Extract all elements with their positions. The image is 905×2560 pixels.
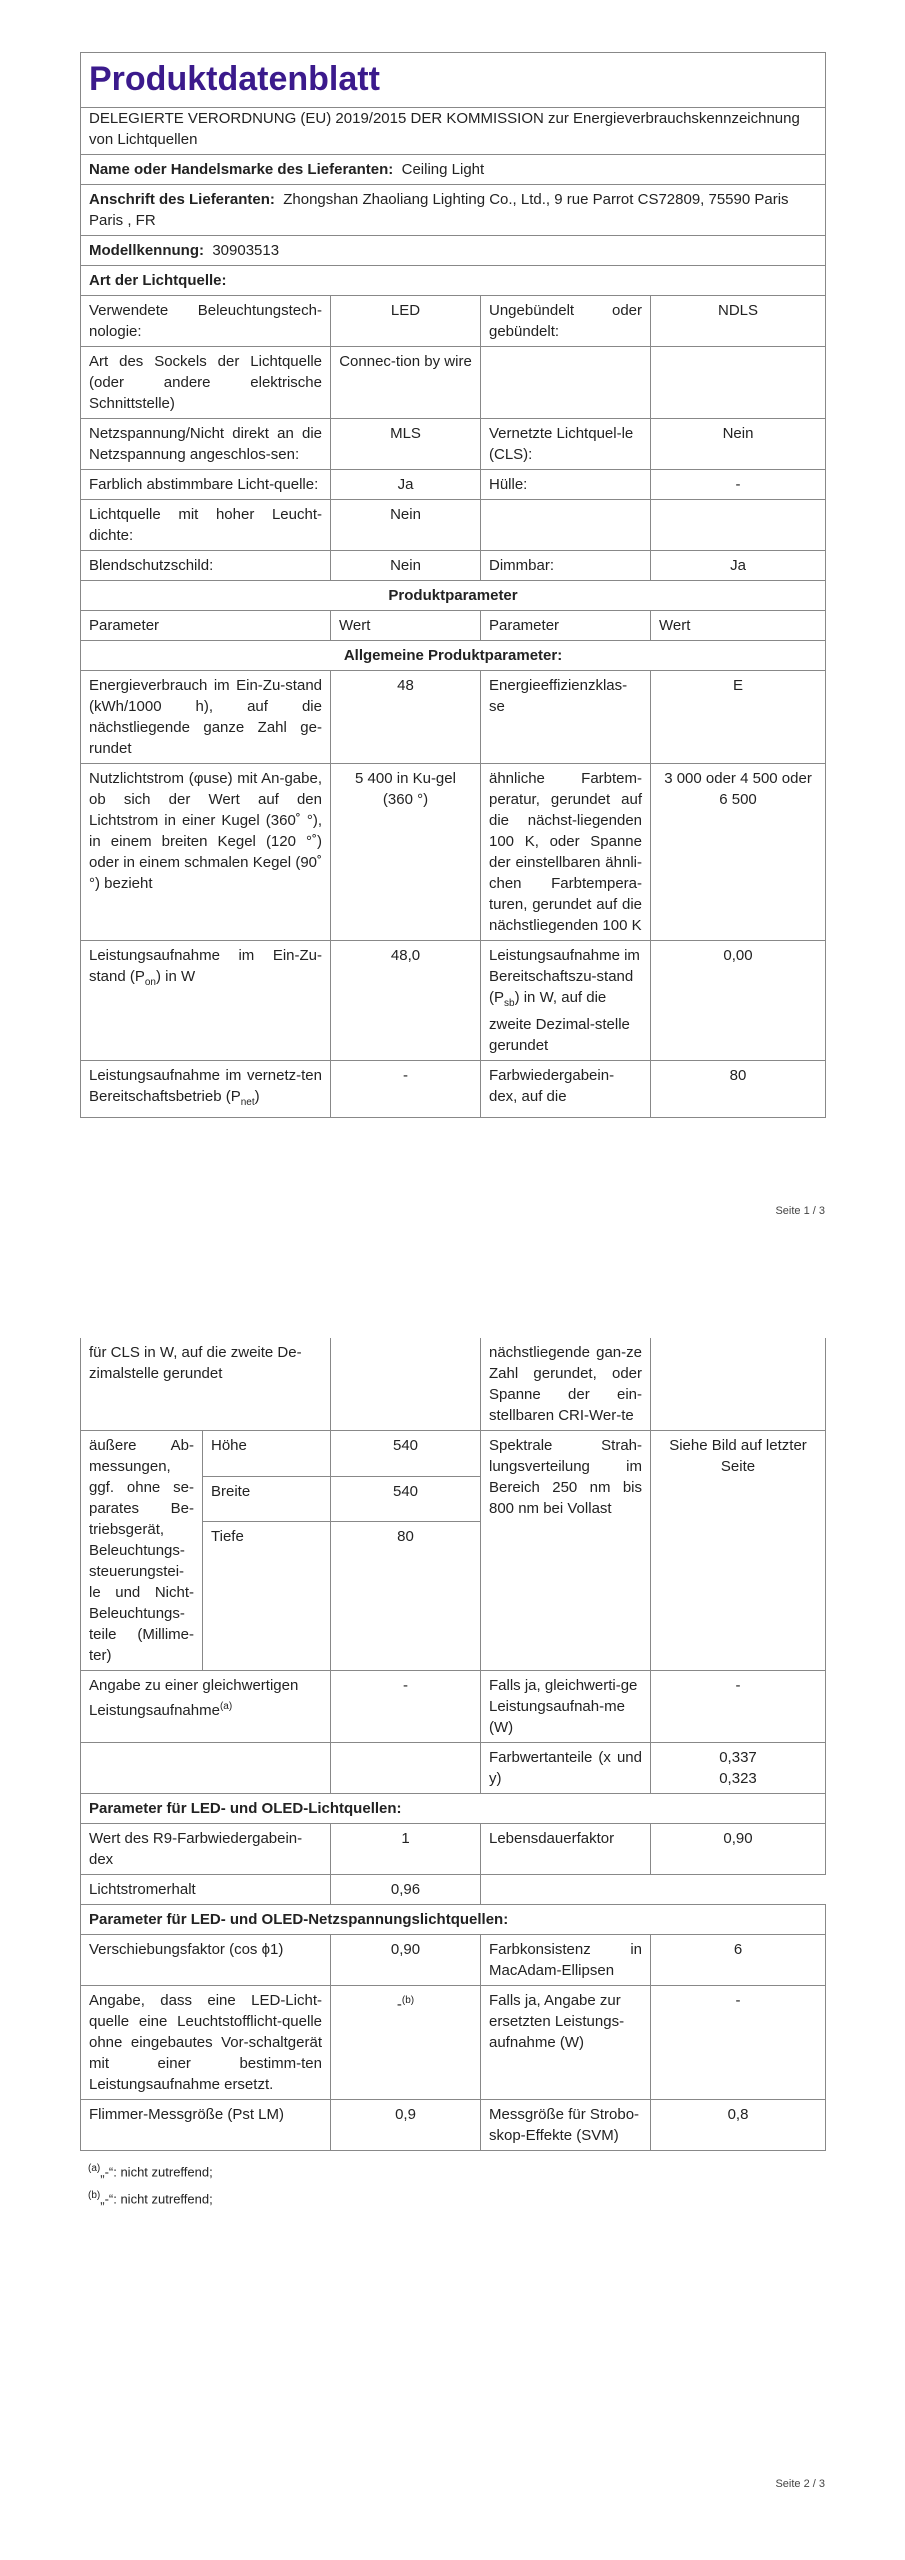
cell-label: Nutzlichtstrom (φuse) mit An-gabe, ob sich der Wert auf den Lichtstrom in einer Kugel (360˚ °), in einem breiten Kegel (120 °˚) oder in einem schmalen Kegel (90˚ °) bezieht [81, 764, 331, 941]
table-row [81, 419, 826, 470]
cell-label: Falls ja, Angabe zur ersetzten Leistungs-aufnahme (W) [481, 1986, 651, 2100]
cell-value [331, 1743, 481, 1794]
column-header: Parameter [481, 611, 651, 641]
table-row [81, 500, 826, 551]
cell-value: Ja [651, 551, 826, 581]
cell-value: LED [331, 296, 481, 347]
cell-value: Nein [651, 419, 826, 470]
table-row [81, 1338, 826, 1431]
mains-params-heading: Parameter für LED- und OLED-Netzspannungslichtquellen: [81, 1905, 826, 1935]
cell-label: Energieeffizienzklas-se [481, 671, 651, 764]
cell-label [481, 500, 651, 551]
table-row [81, 1671, 826, 1743]
table-row [81, 2100, 826, 2151]
led-params-heading: Parameter für LED- und OLED-Lichtquellen: [81, 1794, 826, 1824]
table-row [81, 470, 826, 500]
dimensions-label: äußere Ab-messungen, ggf. ohne se-parates Be-triebsgerät, Beleuchtungs-steuerungstei-le und Nicht-Beleuchtungs-teile (Millime-ter) [81, 1431, 203, 1671]
cell-value: 48 [331, 671, 481, 764]
cell-label: Dimmbar: [481, 551, 651, 581]
table-row [81, 1061, 826, 1118]
cell-label: Lebensdauerfaktor [481, 1824, 651, 1875]
table-row [81, 764, 826, 941]
page-number: Seite 2 / 3 [775, 2478, 825, 2490]
width-value: 540 [331, 1476, 481, 1522]
regulation-subtitle: DELEGIERTE VERORDNUNG (EU) 2019/2015 DER KOMMISSION zur Energieverbrauchskennzeichnung von Lichtquellen [81, 108, 826, 155]
cell-value: - [331, 1671, 481, 1743]
page-title: Produktdatenblatt [81, 53, 826, 108]
text: „-“: nicht zutreffend; [100, 2191, 213, 2207]
cell-value: - [651, 1671, 826, 1743]
cell-label [481, 941, 651, 1061]
cell-value: - [651, 1986, 826, 2100]
table-row [81, 1875, 826, 1905]
datasheet-table-1 [80, 52, 826, 1118]
cell-label: Hülle: [481, 470, 651, 500]
cell-label: Messgröße für Strobo-skop-Effekte (SVM) [481, 2100, 651, 2151]
model-label: Modellkennung: [89, 242, 204, 259]
cell-label [81, 1671, 331, 1743]
footnote-b [88, 2184, 825, 2211]
supplier-address: Zhongshan Zhaoliang Lighting Co., Ltd., 9 rue Parrot CS72809, 75590 Paris Paris , FR [89, 191, 789, 229]
text: - [396, 1996, 402, 2013]
table-row [81, 551, 826, 581]
table-row [81, 671, 826, 764]
text: Leistungsaufnahme im Ein-Zu-stand (P [89, 947, 322, 985]
text: ) [254, 1088, 260, 1105]
cell-label: Farbwertanteile (x und y) [481, 1743, 651, 1794]
table-row [81, 296, 826, 347]
chroma-x: 0,337 [719, 1749, 757, 1766]
cell-value: MLS [331, 419, 481, 470]
table-row [81, 941, 826, 1061]
datasheet-table-2 [80, 1338, 826, 2151]
cell-value: 0,90 [651, 1824, 826, 1875]
depth-value: 80 [331, 1522, 481, 1671]
cell-value: NDLS [651, 296, 826, 347]
model-row [81, 236, 826, 266]
cell-value: Ja [331, 470, 481, 500]
table-row [81, 1743, 826, 1794]
column-header: Parameter [81, 611, 331, 641]
cell-value: 0,9 [331, 2100, 481, 2151]
cell-value [651, 347, 826, 419]
table-row [81, 1431, 826, 1477]
general-params-heading: Allgemeine Produktparameter: [81, 641, 826, 671]
cell-label: nächstliegende gan-ze Zahl gerundet, oder Spanne der ein-stellbaren CRI-Wer-te [481, 1338, 651, 1431]
text: „-“: nicht zutreffend; [100, 2164, 213, 2180]
cell-label: Falls ja, gleichwerti-ge Leistungsaufnah-me (W) [481, 1671, 651, 1743]
cell-value: 48,0 [331, 941, 481, 1061]
cell-value [331, 1986, 481, 2100]
table-row [81, 1935, 826, 1986]
cell-label [481, 347, 651, 419]
cell-value: 0,00 [651, 941, 826, 1061]
cell-label [81, 941, 331, 1061]
footnotes [88, 2157, 825, 2212]
cell-value [651, 500, 826, 551]
supplier-name-row [81, 155, 826, 185]
model-number: 30903513 [212, 242, 280, 259]
cell-label: Lichtstromerhalt [81, 1875, 331, 1905]
cell-label: Ungebündelt oder gebündelt: [481, 296, 651, 347]
supplier-name: Ceiling Light [401, 161, 485, 178]
column-header: Wert [651, 611, 826, 641]
cell-value [651, 1743, 826, 1794]
cell-value: 0,90 [331, 1935, 481, 1986]
cell-value: Nein [331, 551, 481, 581]
cell-value: - [651, 470, 826, 500]
cell-value: Nein [331, 500, 481, 551]
cell-value: 80 [651, 1061, 826, 1118]
light-source-type-heading: Art der Lichtquelle: [81, 266, 826, 296]
column-header-row [81, 611, 826, 641]
table-row [81, 1986, 826, 2100]
page-2 [80, 1338, 825, 2212]
cell-value: Siehe Bild auf letzter Seite [651, 1431, 826, 1671]
page-1 [80, 52, 825, 1118]
table-row [81, 1824, 826, 1875]
cell-label: Farbwiedergabein-dex, auf die [481, 1061, 651, 1118]
superscript: (a) [88, 2163, 101, 2174]
supplier-name-label: Name oder Handelsmarke des Lieferanten: [89, 161, 394, 178]
subscript: net [240, 1097, 255, 1108]
page-number: Seite 1 / 3 [775, 1205, 825, 1217]
text: ) in W [156, 968, 196, 985]
cell-value: 3 000 oder 4 500 oder 6 500 [651, 764, 826, 941]
superscript: (a) [219, 1701, 233, 1712]
cell-label: Energieverbrauch im Ein-Zu-stand (kWh/1000 h), auf die nächstliegende ganze Zahl ge-rundet [81, 671, 331, 764]
cell-label: Flimmer-Messgröße (Pst LM) [81, 2100, 331, 2151]
cell-label: Verwendete Beleuchtungstech-nologie: [81, 296, 331, 347]
cell-label: Blendschutzschild: [81, 551, 331, 581]
text: Leistungsaufnahme im Bereitschaftszu-stand (P [489, 947, 640, 1006]
product-params-heading: Produktparameter [81, 581, 826, 611]
column-header: Wert [331, 611, 481, 641]
cell-value [651, 1338, 826, 1431]
text: Leistungsaufnahme im vernetz-ten Bereitschaftsbetrieb (P [89, 1067, 322, 1105]
superscript: (b) [88, 2190, 101, 2202]
cell-value [331, 1338, 481, 1431]
cell-label: Verschiebungsfaktor (cos ϕ1) [81, 1935, 331, 1986]
cell-label [81, 1061, 331, 1118]
cell-value: 0,8 [651, 2100, 826, 2151]
cell-label: Spektrale Strah-lungsverteilung im Bereich 250 nm bis 800 nm bei Vollast [481, 1431, 651, 1671]
cell-label [81, 1743, 331, 1794]
cell-label: Farbkonsistenz in MacAdam-Ellipsen [481, 1935, 651, 1986]
height-value: 540 [331, 1431, 481, 1477]
cell-value: 6 [651, 1935, 826, 1986]
cell-label: ähnliche Farbtem-peratur, gerundet auf die nächst-liegenden 100 K, oder Spanne der einstellbaren ähnli-chen Farbtempera-turen, gerundet auf die nächstliegenden 100 K [481, 764, 651, 941]
cell-label: Art des Sockels der Lichtquelle (oder andere elektrische Schnittstelle) [81, 347, 331, 419]
cell-label: für CLS in W, auf die zweite De-zimalstelle gerundet [81, 1338, 331, 1431]
text: Angabe zu einer gleichwertigen Leistungsaufnahme [89, 1677, 299, 1719]
chroma-y: 0,323 [719, 1770, 757, 1787]
cell-value: 0,96 [331, 1875, 481, 1905]
subscript: on [144, 977, 156, 988]
cell-value: 5 400 in Ku-gel (360 °) [331, 764, 481, 941]
cell-value: - [331, 1061, 481, 1118]
table-row [81, 347, 826, 419]
depth-label: Tiefe [203, 1522, 331, 1671]
footnote-a [88, 2157, 825, 2184]
cell-label: Wert des R9-Farbwiedergabein-dex [81, 1824, 331, 1875]
empty-cell [481, 1875, 826, 1905]
cell-value: E [651, 671, 826, 764]
cell-label: Netzspannung/Nicht direkt an die Netzspannung angeschlos-sen: [81, 419, 331, 470]
text: ) in W, auf die zweite Dezimal-stelle gerundet [489, 989, 630, 1054]
cell-label: Angabe, dass eine LED-Licht-quelle eine Leuchtstofflicht-quelle ohne eingebautes Vor-schaltgerät mit einer bestimm-ten Leistungsaufnahme ersetzt. [81, 1986, 331, 2100]
cell-value: 1 [331, 1824, 481, 1875]
subscript: sb [504, 998, 515, 1009]
cell-label: Vernetzte Lichtquel-le (CLS): [481, 419, 651, 470]
cell-value: Connec-tion by wire [331, 347, 481, 419]
supplier-address-label: Anschrift des Lieferanten: [89, 191, 275, 208]
superscript: (b) [401, 1995, 415, 2006]
cell-label: Farblich abstimmbare Licht-quelle: [81, 470, 331, 500]
height-label: Höhe [203, 1431, 331, 1477]
width-label: Breite [203, 1476, 331, 1522]
cell-label: Lichtquelle mit hoher Leucht-dichte: [81, 500, 331, 551]
supplier-address-row [81, 185, 826, 236]
